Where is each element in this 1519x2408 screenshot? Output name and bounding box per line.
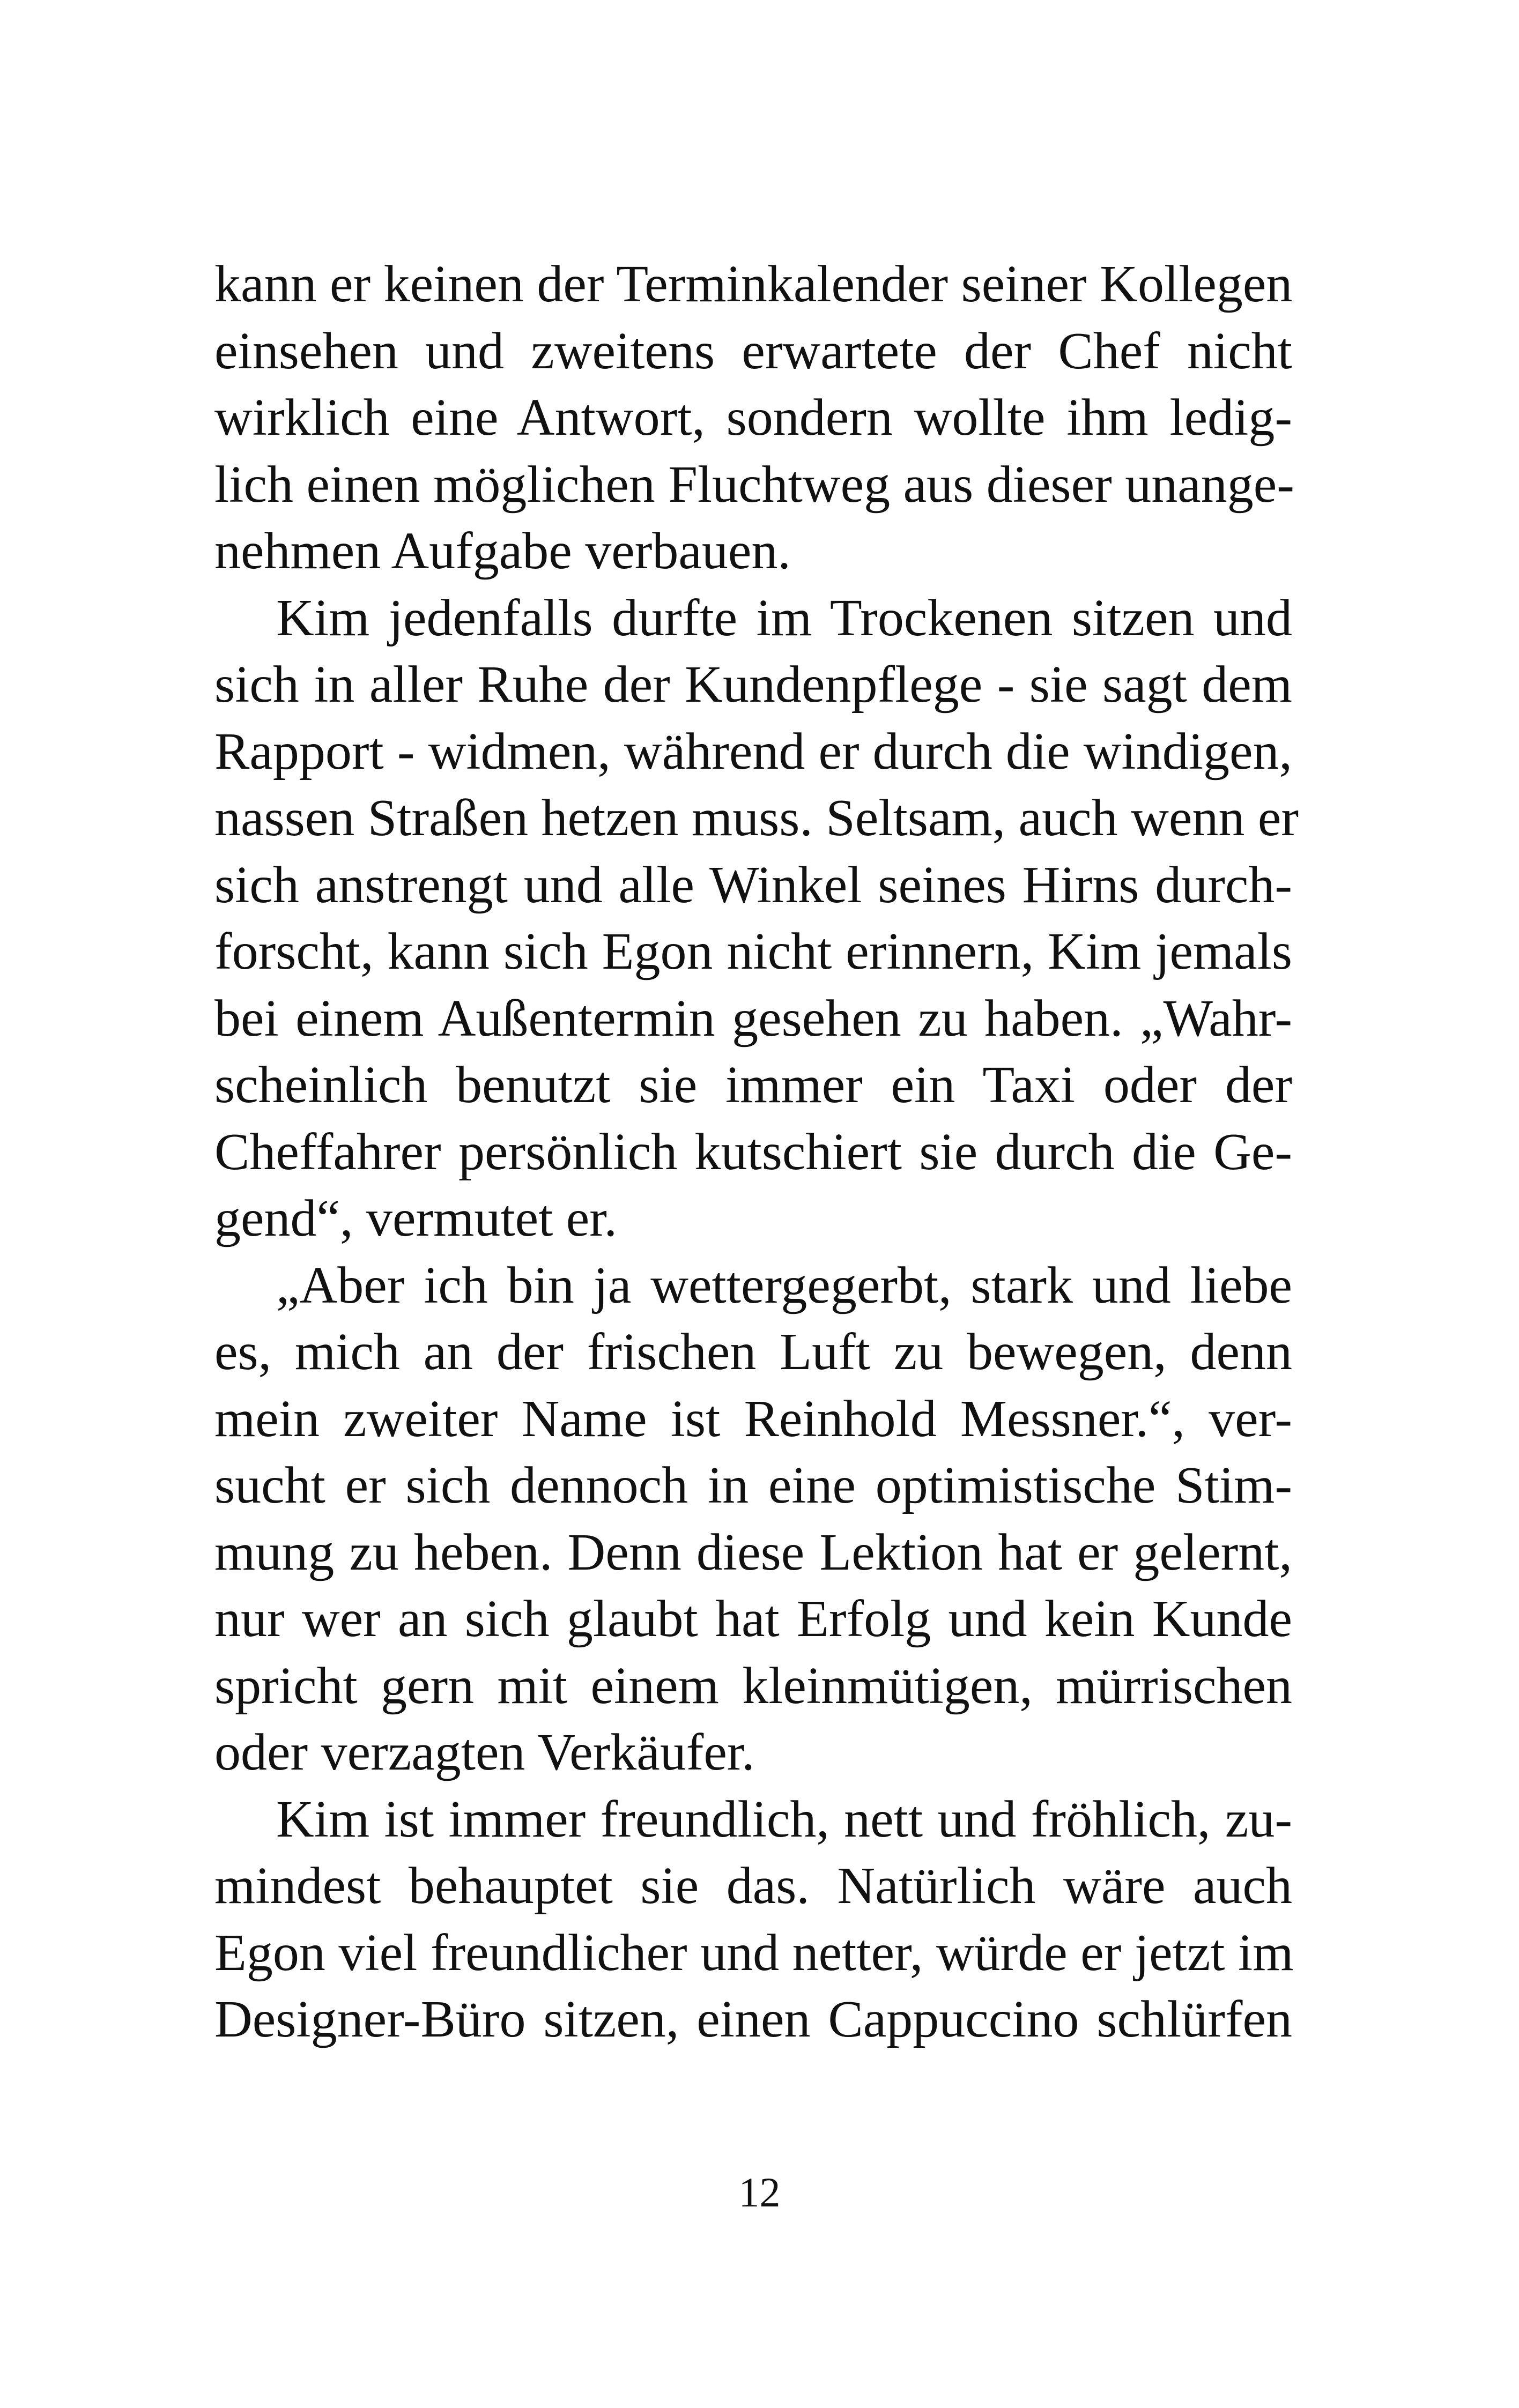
- text-line: sich anstrengt und alle Winkel seines Hirns durch-: [214, 856, 1292, 914]
- text-line: Kim jedenfalls durfte im Trockenen sitzen und: [276, 589, 1292, 647]
- text-line: Kim ist immer freundlich, nett und fröhlich, zu-: [276, 1790, 1292, 1848]
- text-line: nur wer an sich glaubt hat Erfolg und kein Kunde: [214, 1590, 1292, 1648]
- text-line: bei einem Außentermin gesehen zu haben. „Wahr-: [214, 989, 1292, 1047]
- text-line: wirklich eine Antwort, sondern wollte ihm ledig-: [214, 389, 1292, 447]
- text-line: einsehen und zweitens erwartete der Chef nicht: [214, 322, 1292, 380]
- text-line: nehmen Aufgabe verbauen.: [214, 522, 791, 580]
- text-line: es, mich an der frischen Luft zu bewegen, denn: [214, 1323, 1292, 1381]
- text-line: „Aber ich bin ja wettergegerbt, stark und liebe: [276, 1256, 1292, 1314]
- body-text: [214, 251, 1299, 2053]
- page-number: 12: [738, 2169, 781, 2216]
- text-line: spricht gern mit einem kleinmütigen, mürrischen: [214, 1656, 1292, 1715]
- text-line: Egon viel freundlicher und netter, würde er jetzt im: [214, 1923, 1294, 1982]
- text-line: Cheffahrer persönlich kutschiert sie durch die Ge-: [214, 1123, 1292, 1181]
- text-line: gend“, vermutet er.: [214, 1190, 618, 1247]
- text-line: nassen Straßen hetzen muss. Seltsam, auch wenn er: [214, 789, 1299, 847]
- text-line: Rapport - widmen, während er durch die windigen,: [214, 722, 1292, 781]
- text-line: oder verzagten Verkäufer.: [214, 1723, 755, 1781]
- text-line: mein zweiter Name ist Reinhold Messner.“, ver-: [214, 1389, 1292, 1448]
- text-line: mung zu heben. Denn diese Lektion hat er gelernt,: [214, 1523, 1292, 1581]
- text-line: scheinlich benutzt sie immer ein Taxi oder der: [214, 1056, 1292, 1114]
- text-line: lich einen möglichen Fluchtweg aus dieser unange-: [214, 455, 1294, 514]
- text-line: forscht, kann sich Egon nicht erinnern, Kim jemals: [214, 923, 1292, 980]
- text-line: mindest behauptet sie das. Natürlich wäre auch: [214, 1857, 1292, 1915]
- text-line: kann er keinen der Terminkalender seiner Kollegen: [214, 255, 1293, 313]
- text-line: sich in aller Ruhe der Kundenpflege - sie sagt dem: [214, 656, 1292, 714]
- text-line: Designer-Büro sitzen, einen Cappuccino schlürfen: [214, 1990, 1292, 2048]
- text-line: sucht er sich dennoch in eine optimistische Stim-: [214, 1456, 1292, 1514]
